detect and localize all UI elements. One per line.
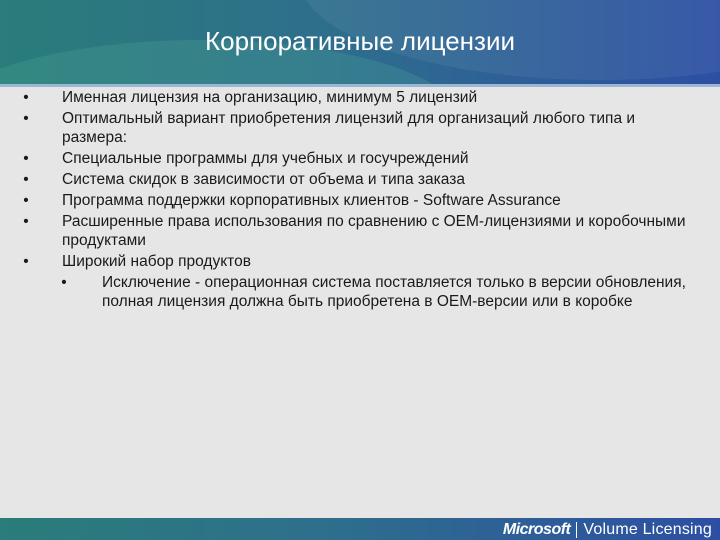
slide-title: Корпоративные лицензии xyxy=(204,26,515,56)
sub-bullet-item xyxy=(20,273,700,311)
bullet-marker: • xyxy=(23,150,29,167)
bullet-text: Именная лицензия на организацию, минимум 5 лицензий xyxy=(62,89,478,106)
bullet-item xyxy=(20,191,700,210)
bullet-marker: • xyxy=(23,213,29,230)
bullet-marker: • xyxy=(23,89,29,106)
title-divider xyxy=(0,84,720,87)
bullet-item xyxy=(20,212,700,250)
bullet-marker: • xyxy=(23,171,29,188)
slide-content xyxy=(20,88,700,311)
bullet-item xyxy=(20,88,700,107)
bullet-item xyxy=(20,252,700,271)
bullet-item xyxy=(20,170,700,189)
footer-brand: Microsoft xyxy=(502,521,571,538)
bullet-item xyxy=(20,149,700,168)
bullet-text: Расширенные права использования по сравнению с OEM-лицензиями и коробочными продуктами xyxy=(62,213,686,249)
sub-bullet-marker: • xyxy=(61,274,67,291)
bullet-marker: • xyxy=(23,110,29,127)
microsoft-volume-licensing-logo xyxy=(503,520,712,540)
bullet-text: Оптимальный вариант приобретения лицензий для организаций любого типа и размера: xyxy=(62,110,636,146)
bullet-text: Широкий набор продуктов xyxy=(62,253,251,270)
bullet-text: Специальные программы для учебных и госучреждений xyxy=(62,150,469,167)
bullet-text: Программа поддержки корпоративных клиентов - Software Assurance xyxy=(62,192,561,209)
footer-product: Volume Licensing xyxy=(583,521,712,538)
footer-logo-separator xyxy=(576,522,577,538)
bullet-item xyxy=(20,109,700,147)
bullet-marker: • xyxy=(23,192,29,209)
bullet-marker: • xyxy=(23,253,29,270)
bullet-text: Система скидок в зависимости от объема и типа заказа xyxy=(62,171,465,188)
sub-bullet-text: Исключение - операционная система поставляется только в версии обновления, полная лицензия должна быть приобретена в OEM-версии или в коробке xyxy=(102,274,686,310)
